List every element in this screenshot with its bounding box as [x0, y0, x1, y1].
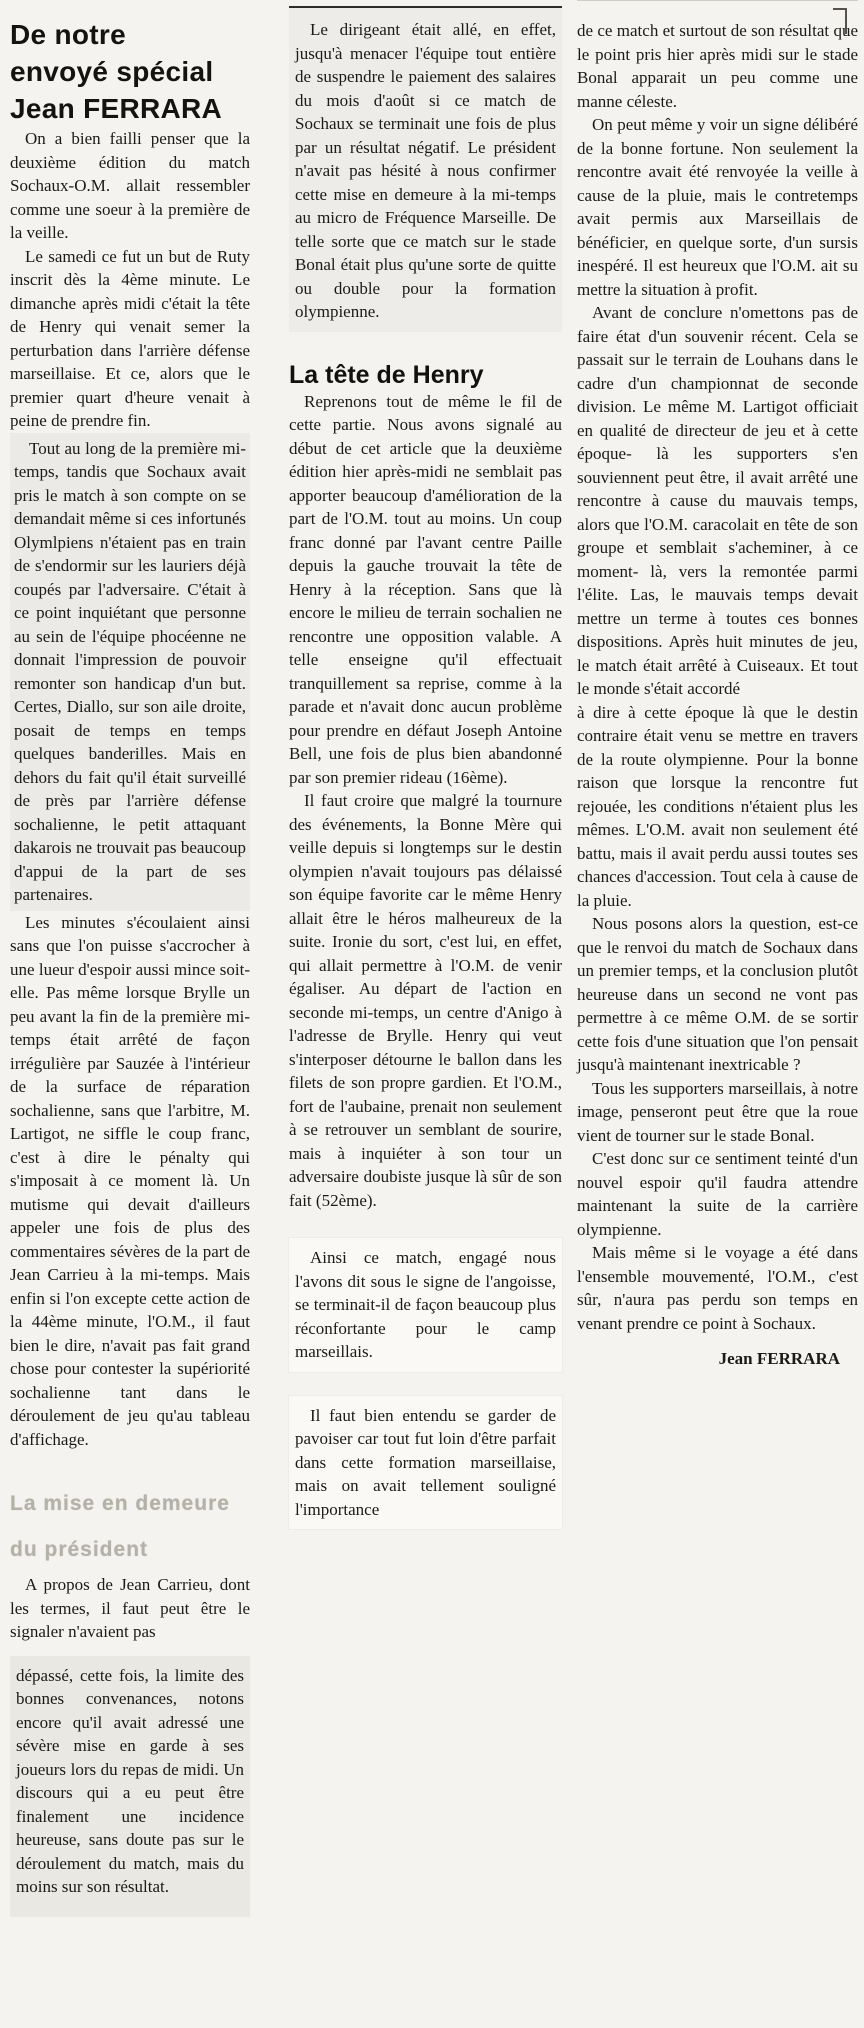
article-paragraph: Le samedi ce fut un but de Ruty inscrit dès la 4ème minute. Le dimanche après midi c'était la tête de Henry qui venait semer la perturbation dans l'arrière défense marseillaise. Et ce, alors que le premier quart d'heure venait à peine de prendre fin.: [10, 246, 250, 430]
pasted-clipping-block: [289, 1396, 562, 1530]
article-paragraph: Les minutes s'écoulaient ainsi sans que l'on puisse s'accrocher à une lueur d'espoir aussi mince soit-elle. Pas même lorsque Brylle un peu avant la fin de la première mi-temps était arrêté de façon irrégulière par Sauzée à l'intérieur de la surface de réparation sochalienne, sans que l'arbitre, M. Lartigot, ne siffle le coup franc, c'est à dire le pénalty qui s'imposait à ce moment là. Un mutisme qui devait d'ailleurs appeler une fois de plus des commentaires sévères de la part de Jean Carrieu à la mi-temps. Mais enfin si l'on excepte cette action de la 44ème minute, l'O.M., il faut bien le dire, n'avait pas fait grand chose pour contester la supériorité sochalienne tant dans le déroulement de jeu qu'au tableau d'affichage.: [10, 912, 250, 1449]
section-heading: La tête de Henry: [289, 360, 484, 389]
article-paragraph: Tous les supporters marseillais, à notre image, penseront peut être que la roue vient de tourner sur le stade Bonal.: [577, 1078, 858, 1145]
pasted-clipping-block: [10, 433, 250, 911]
article-paragraph: C'est donc sur ce sentiment teinté d'un nouvel espoir qu'il faudra attendre maintenant la suite de la carrière olympienne.: [577, 1149, 858, 1239]
article-paragraph: Le dirigeant était allé, en effet, jusqu'à menacer l'équipe tout entière de suspendre le paiement des salaires du mois d'août si ce match de Sochaux se terminait une fois de plus par un résultat négatif. Le président n'avait pas hésité à nous confirmer cette mise en demeure à la mi-temps au micro de Fréquence Marseille. De telle sorte que ce match sur le stade Bonal était plus qu'une sorte de quitte ou double pour la formation olympienne.: [295, 20, 556, 321]
column-left: [10, 0, 250, 1917]
faded-subheading: [10, 1481, 250, 1573]
column-middle: [289, 0, 562, 1529]
article-paragraph: de ce match et surtout de son résultat que le point pris hier après midi sur le stade Bonal apparait un peu comme une manne céleste.: [577, 21, 858, 111]
article-paragraph: Mais même si le voyage a été dans l'ensemble mouvementé, l'O.M., c'est sûr, n'aura pas perdu son temps en venant prendre ce point à Sochaux.: [577, 1243, 858, 1333]
faded-subheading-line-1: La mise en demeure: [10, 1492, 230, 1515]
pasted-clipping-block: [577, 0, 858, 113]
column-right: [577, 0, 858, 1369]
author-signature: Jean FERRARA: [718, 1349, 840, 1368]
article-paragraph: Reprenons tout de même le fil de cette partie. Nous avons signalé au début de cet article que la deuxième édition hier après-midi ne semblait pas apporter beaucoup d'amélioration de la part de l'O.M. tout au moins. Un coup franc donné par l'avant centre Paille depuis la gauche trouvait la tête de Henry à la réception. Sans que là encore le milieu de terrain sochalien ne rencontre une opposition valable. A telle enseigne qu'il effectuait tranquillement sa reprise, comme à la parade et n'avait donc aucun problème pour prendre en défaut Joseph Antoine Bell, une fois de plus bien abandonné par son premier rideau (16ème).: [289, 391, 562, 787]
article-paragraph: On peut même y voir un signe délibéré de la bonne fortune. Non seulement la rencontre avait été renvoyée la veille à cause de la pluie, mais le contretemps avait permis aux Marseillais de bénéficier, en quelque sorte, d'un sursis inespéré. Il est heureux que l'O.M. ait su mettre la situation à profit.: [577, 115, 858, 299]
pasted-clipping-block: [289, 1238, 562, 1372]
faded-subheading-line-2: du président: [10, 1538, 149, 1561]
article-paragraph: Il faut bien entendu se garder de pavoiser car tout fut loin d'être parfait dans cette formation marseillaise, mais on avait tellement souligné l'importance: [295, 1405, 556, 1519]
article-paragraph: Nous posons alors la question, est-ce que le renvoi du match de Sochaux dans un premier temps, et la conclusion plutôt heureuse dans un second ne vont pas permettre à ce même O.M. de se sortir cette fois d'une situation que l'on pensait jusqu'à maintenant inextricable ?: [577, 914, 858, 1074]
byline-line-2: envoyé spécial: [10, 56, 214, 87]
byline-line-1: De notre: [10, 19, 126, 50]
article-paragraph: Il faut croire que malgré la tournure des événements, la Bonne Mère qui veille depuis si longtemps sur le destin olympien n'avait toujours pas délaissé son équipe favorite car le même Henry allait être le héros malheureux de la suite. Ironie du sort, c'est lui, en effet, qui allait permettre à l'O.M. de venir égaliser. Au départ de l'action en seconde mi-temps, un centre d'Anigo à l'adresse de Brylle. Henry qui veut s'interposer détourne le ballon dans les filets de son propre gardien. Et l'O.M., fort de l'aubaine, prenait non seulement à se retrouver un semblant de sourire, mais à inquiéter à son tour un adversaire doubiste jusque là sûr de son fait (52ème).: [289, 791, 562, 1210]
article-paragraph: On a bien failli penser que la deuxième édition du match Sochaux-O.M. allait ressembler comme une soeur à la première de la veille.: [10, 129, 250, 242]
article-paragraph: A propos de Jean Carrieu, dont les termes, il faut peut être le signaler n'avaient pas: [10, 1575, 250, 1641]
article-paragraph: dépassé, cette fois, la limite des bonnes convenances, notons encore qu'il avait adressé une sévère mise en garde à ses joueurs lors du repas de midi. Un discours qui a eu peut être finalement une incidence heureuse, sans doute pas sur le déroulement du match, mais du moins sur son résultat.: [16, 1665, 244, 1896]
byline-heading: [10, 16, 250, 127]
article-paragraph: Ainsi ce match, engagé nous l'avons dit sous le signe de l'angoisse, se terminait-il de façon beaucoup plus réconfortante pour le camp marseillais.: [295, 1248, 556, 1361]
byline-line-3: Jean FERRARA: [10, 93, 223, 124]
article-paragraph: à dire à cette époque là que le destin contraire était venu se mettre en travers de la route olympienne. Pour la bonne raison que lorsque la rencontre fut rejouée, les conditions n'étaient plus les mêmes. L'O.M. avait non seulement été battu, mais il avait perdu aussi toutes ses chances d'accession. Tout cela à cause de la pluie.: [577, 702, 858, 910]
pasted-clipping-block: [289, 6, 562, 332]
pasted-clipping-block: [10, 1656, 250, 1917]
article-paragraph: Avant de conclure n'omettons pas de faire état d'un souvenir récent. Cela se passait sur le terrain de Louhans dans le cadre d'un championnat de seconde division. Le même M. Lartigot officiait en qualité de directeur de jeu et à cette époque- là les supporters s'en souviennent peut être, il avait arrêté une rencontre à cause du mauvais temps, alors que l'O.M. caracolait en tête de son groupe et semblait s'acheminer, à ce moment- là, vers la remontée parmi l'élite. Las, le mauvais temps devait mettre un terme à toutes ces bonnes dispositions. Après huit minutes de jeu, le match était arrêté à Cuiseaux. Et tout le monde s'était accordé: [577, 303, 858, 698]
article-paragraph: Tout au long de la première mi-temps, tandis que Sochaux avait pris le match à son compte on se demandait même si ces infortunés Olymlpiens n'étaient pas en train de s'endormir sur les lauriers déjà coupés par l'adversaire. C'était à ce point inquiétant que personne au sein de l'équipe phocéenne ne donnait l'impression de pouvoir remonter son handicap d'un but. Certes, Diallo, sur son aile droite, posait de temps en temps quelques banderilles. Mais en dehors du fait qu'il était surveillé de près par l'arrière défense sochalienne, le petit attaquant dakarois ne trouvait pas beaucoup d'appui de la part de ses partenaires.: [14, 438, 246, 904]
